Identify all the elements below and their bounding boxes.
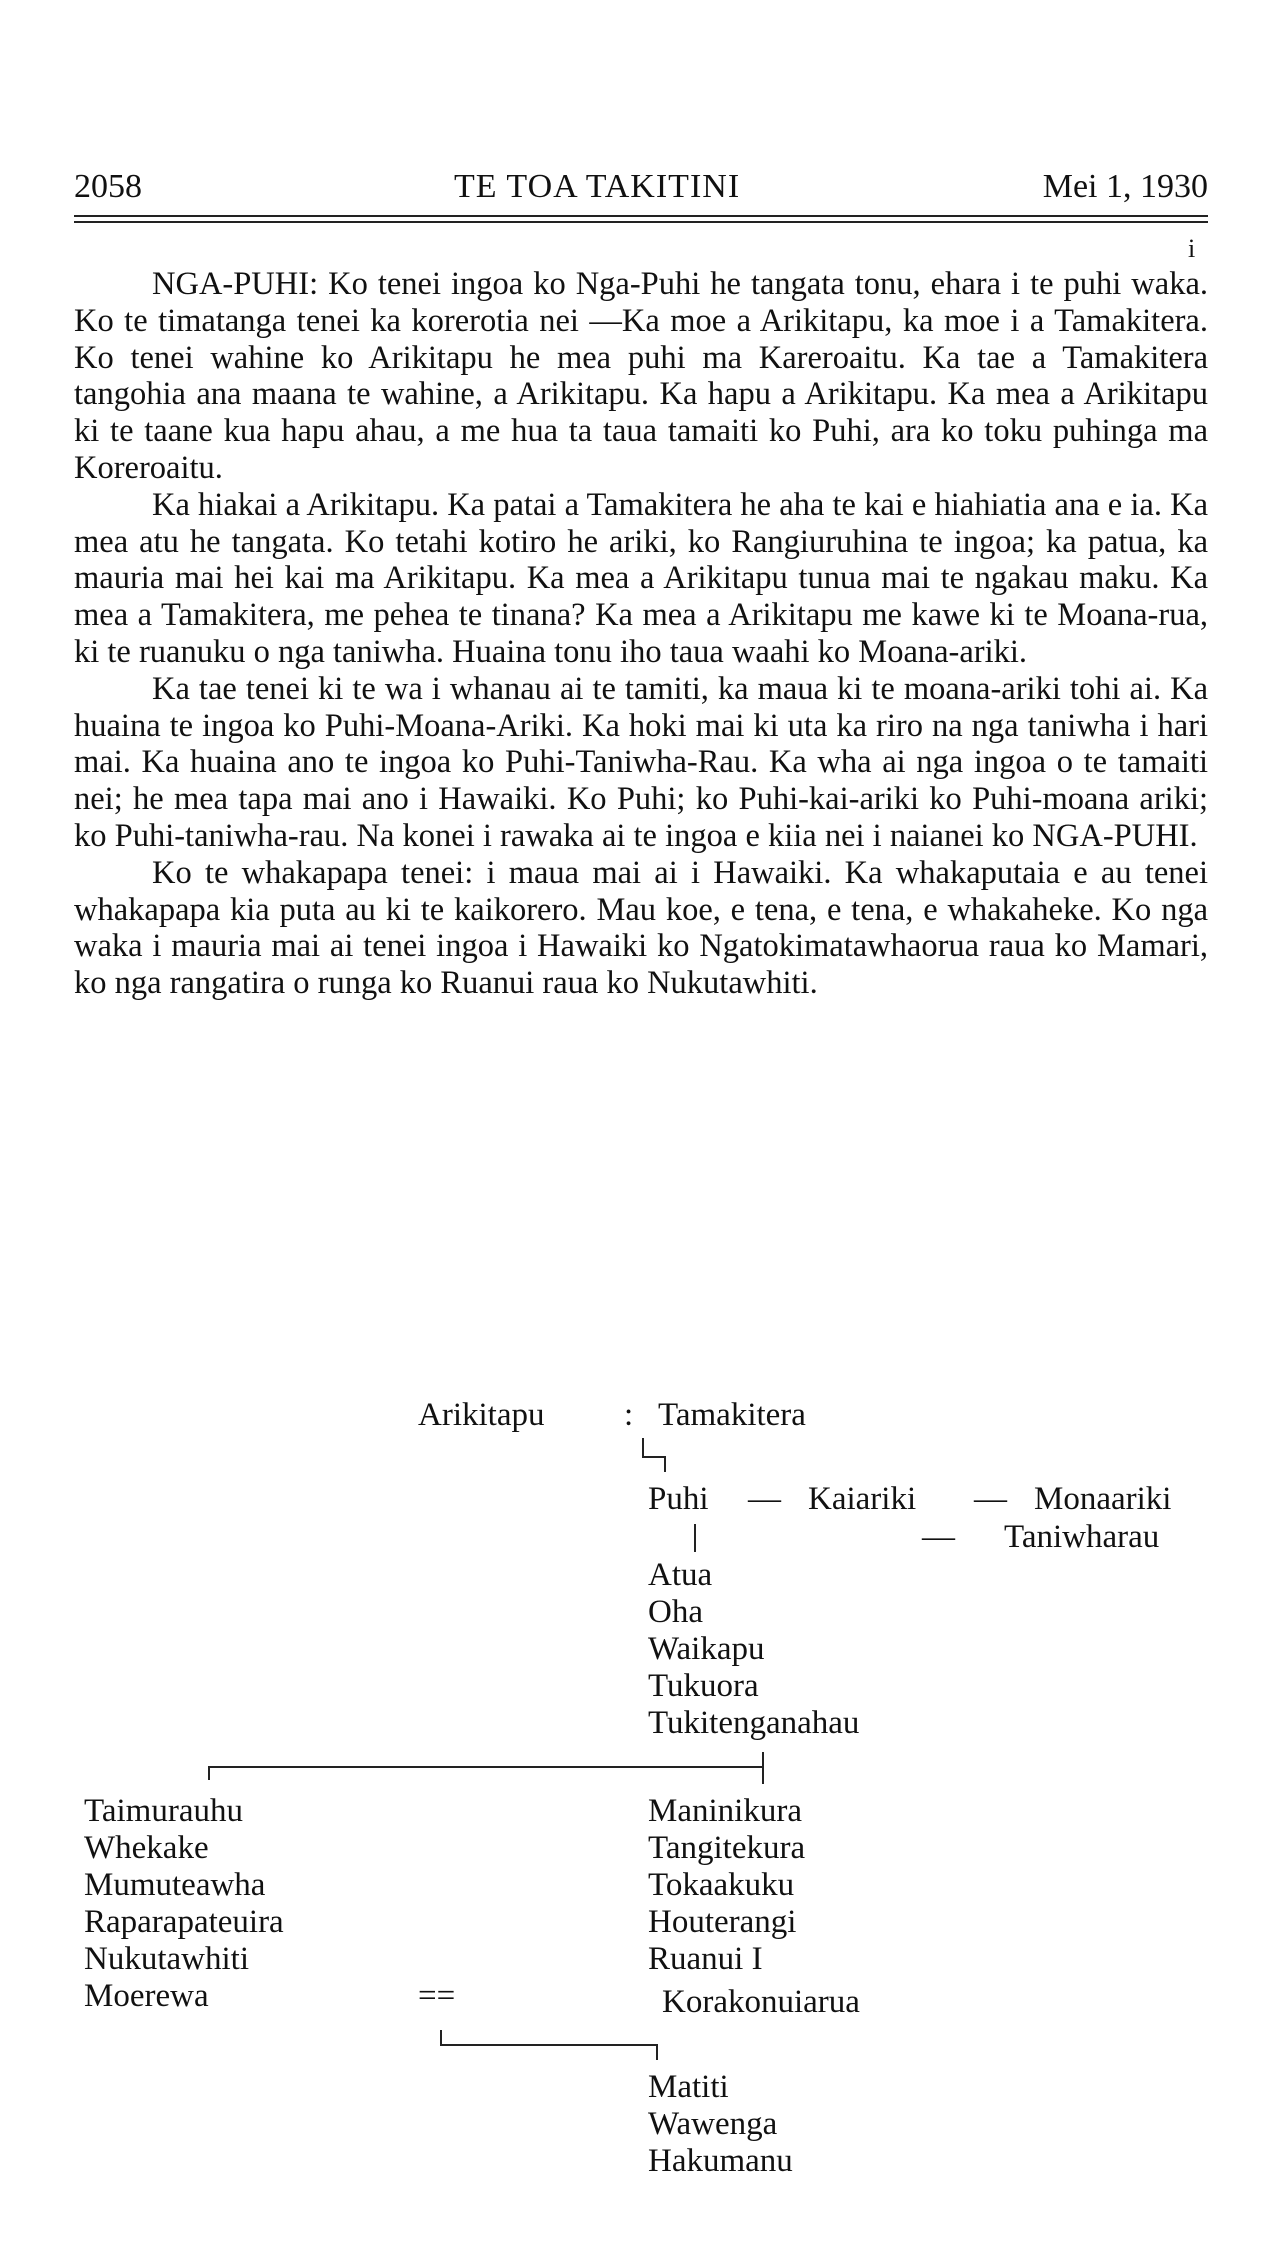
tree-connector [694, 1524, 696, 1552]
tree-connector [642, 1456, 666, 1458]
page-number: 2058 [74, 168, 142, 205]
sibling-dash: — [748, 1481, 781, 1517]
tree-branch-line [208, 1766, 764, 1768]
person-hakumanu: Hakumanu [648, 2143, 793, 2179]
publication-title: TE TOA TAKITINI [454, 168, 741, 205]
sibling-dash: — [922, 1519, 955, 1555]
person-whekake: Whekake [84, 1830, 209, 1866]
person-matiti: Matiti [648, 2069, 729, 2105]
person-houterangi: Houterangi [648, 1904, 797, 1940]
paragraph-2: Ka hiakai a Arikitapu. Ka patai a Tamakitera he aha te kai e hiahiatia ana e ia. Ka mea atu he tangata. Ko tetahi kotiro he ariki, ko Rangiuruhina te ingoa; ka patua, ka mauria mai hei kai ma Arikitapu. Ka mea a Arikitapu tunua mai te ngakau maku. Ka mea a Tamakitera, me pehea te tinana? Ka mea a Arikitapu me kawe ki te Moana-rua, ki te ruanuku o nga taniwha. Huaina tonu iho taua waahi ko Moana-ariki. [74, 486, 1208, 670]
person-ruanui-i: Ruanui I [648, 1941, 763, 1977]
tree-connector [440, 2030, 442, 2046]
paragraph-3: Ka tae tenei ki te wa i whanau ai te tamiti, ka maua ki te moana-ariki tohi ai. Ka huaina te ingoa ko Puhi-Moana-Ariki. Ka hoki mai ki uta ka riro na nga taniwha i hari mai. Ka huaina ano te ingoa ko Puhi-Taniwha-Rau. Ka wha ai nga ingoa o te tamaiti nei; he mea tapa mai ano i Hawaiki. Ko Puhi; ko Puhi-kai-ariki ko Puhi-moana ariki; ko Puhi-taniwha-rau. Na konei i rawaka ai te ingoa e kiia nei i naianei ko NGA-PUHI. [74, 670, 1208, 854]
couple-separator: : [624, 1397, 634, 1433]
person-tangitekura: Tangitekura [648, 1830, 806, 1866]
person-kaiariki: Kaiariki [808, 1481, 917, 1517]
person-waikapu: Waikapu [648, 1631, 765, 1667]
paragraph-1: NGA-PUHI: Ko tenei ingoa ko Nga-Puhi he tangata tonu, ehara i te puhi waka. Ko te timatanga tenei ka korerotia nei —Ka moe a Arikitapu, ka moe i a Tamakitera. Ko tenei wahine ko Arikitapu he mea puhi ma Kareroaitu. Ka tae a Tamakitera tangohia ana maana te wahine, a Arikitapu. Ka hapu a Arikitapu. Ka mea a Arikitapu ki te taane kua hapu ahau, a me hua ta taua tamaiti ko Puhi, ara ko toku puhinga ma Koreroaitu. [74, 266, 1208, 486]
person-raparapateuira: Raparapateuira [84, 1904, 284, 1940]
person-taimurauhu: Taimurauhu [84, 1793, 243, 1829]
ancestor-arikitapu: Arikitapu [418, 1397, 545, 1433]
issue-date: Mei 1, 1930 [1042, 168, 1208, 205]
person-maninikura: Maninikura [648, 1793, 802, 1829]
person-oha: Oha [648, 1594, 703, 1630]
person-tukitenganahau: Tukitenganahau [648, 1705, 860, 1741]
person-moerewa: Moerewa [84, 1978, 209, 2014]
ancestor-tamakitera: Tamakitera [658, 1397, 806, 1433]
person-taniwharau: Taniwharau [1004, 1519, 1160, 1555]
person-korakonuiarua: Korakonuiarua [662, 1984, 860, 2020]
tree-connector [762, 1752, 764, 1784]
person-mumuteawha: Mumuteawha [84, 1867, 266, 1903]
marriage-sign: == [418, 1978, 456, 2014]
person-nukutawhiti: Nukutawhiti [84, 1941, 249, 1977]
tree-connector [664, 1456, 666, 1472]
person-tokaakuku: Tokaakuku [648, 1867, 795, 1903]
sibling-dash: — [974, 1481, 1007, 1517]
person-puhi: Puhi [648, 1481, 709, 1517]
person-wawenga: Wawenga [648, 2106, 778, 2142]
person-monaariki: Monaariki [1034, 1481, 1172, 1517]
paragraph-4: Ko te whakapapa tenei: i maua mai ai i Hawaiki. Ka whakaputaia e au tenei whakapapa kia puta au ki te kaikorero. Mau koe, e tena, e tena, e whakaheke. Ko nga waka i mauria mai ai tenei ingoa i Hawaiki ko Ngatokimatawhaorua raua ko Mamari, ko nga rangatira o runga ko Ruanui raua ko Nukutawhiti. [74, 854, 1208, 1002]
person-tukuora: Tukuora [648, 1668, 759, 1704]
person-atua: Atua [648, 1557, 713, 1593]
tree-connector [208, 1766, 210, 1780]
tree-branch-line [440, 2044, 658, 2046]
tree-connector [642, 1438, 644, 1458]
margin-mark: i [1188, 234, 1196, 263]
tree-connector [656, 2044, 658, 2060]
